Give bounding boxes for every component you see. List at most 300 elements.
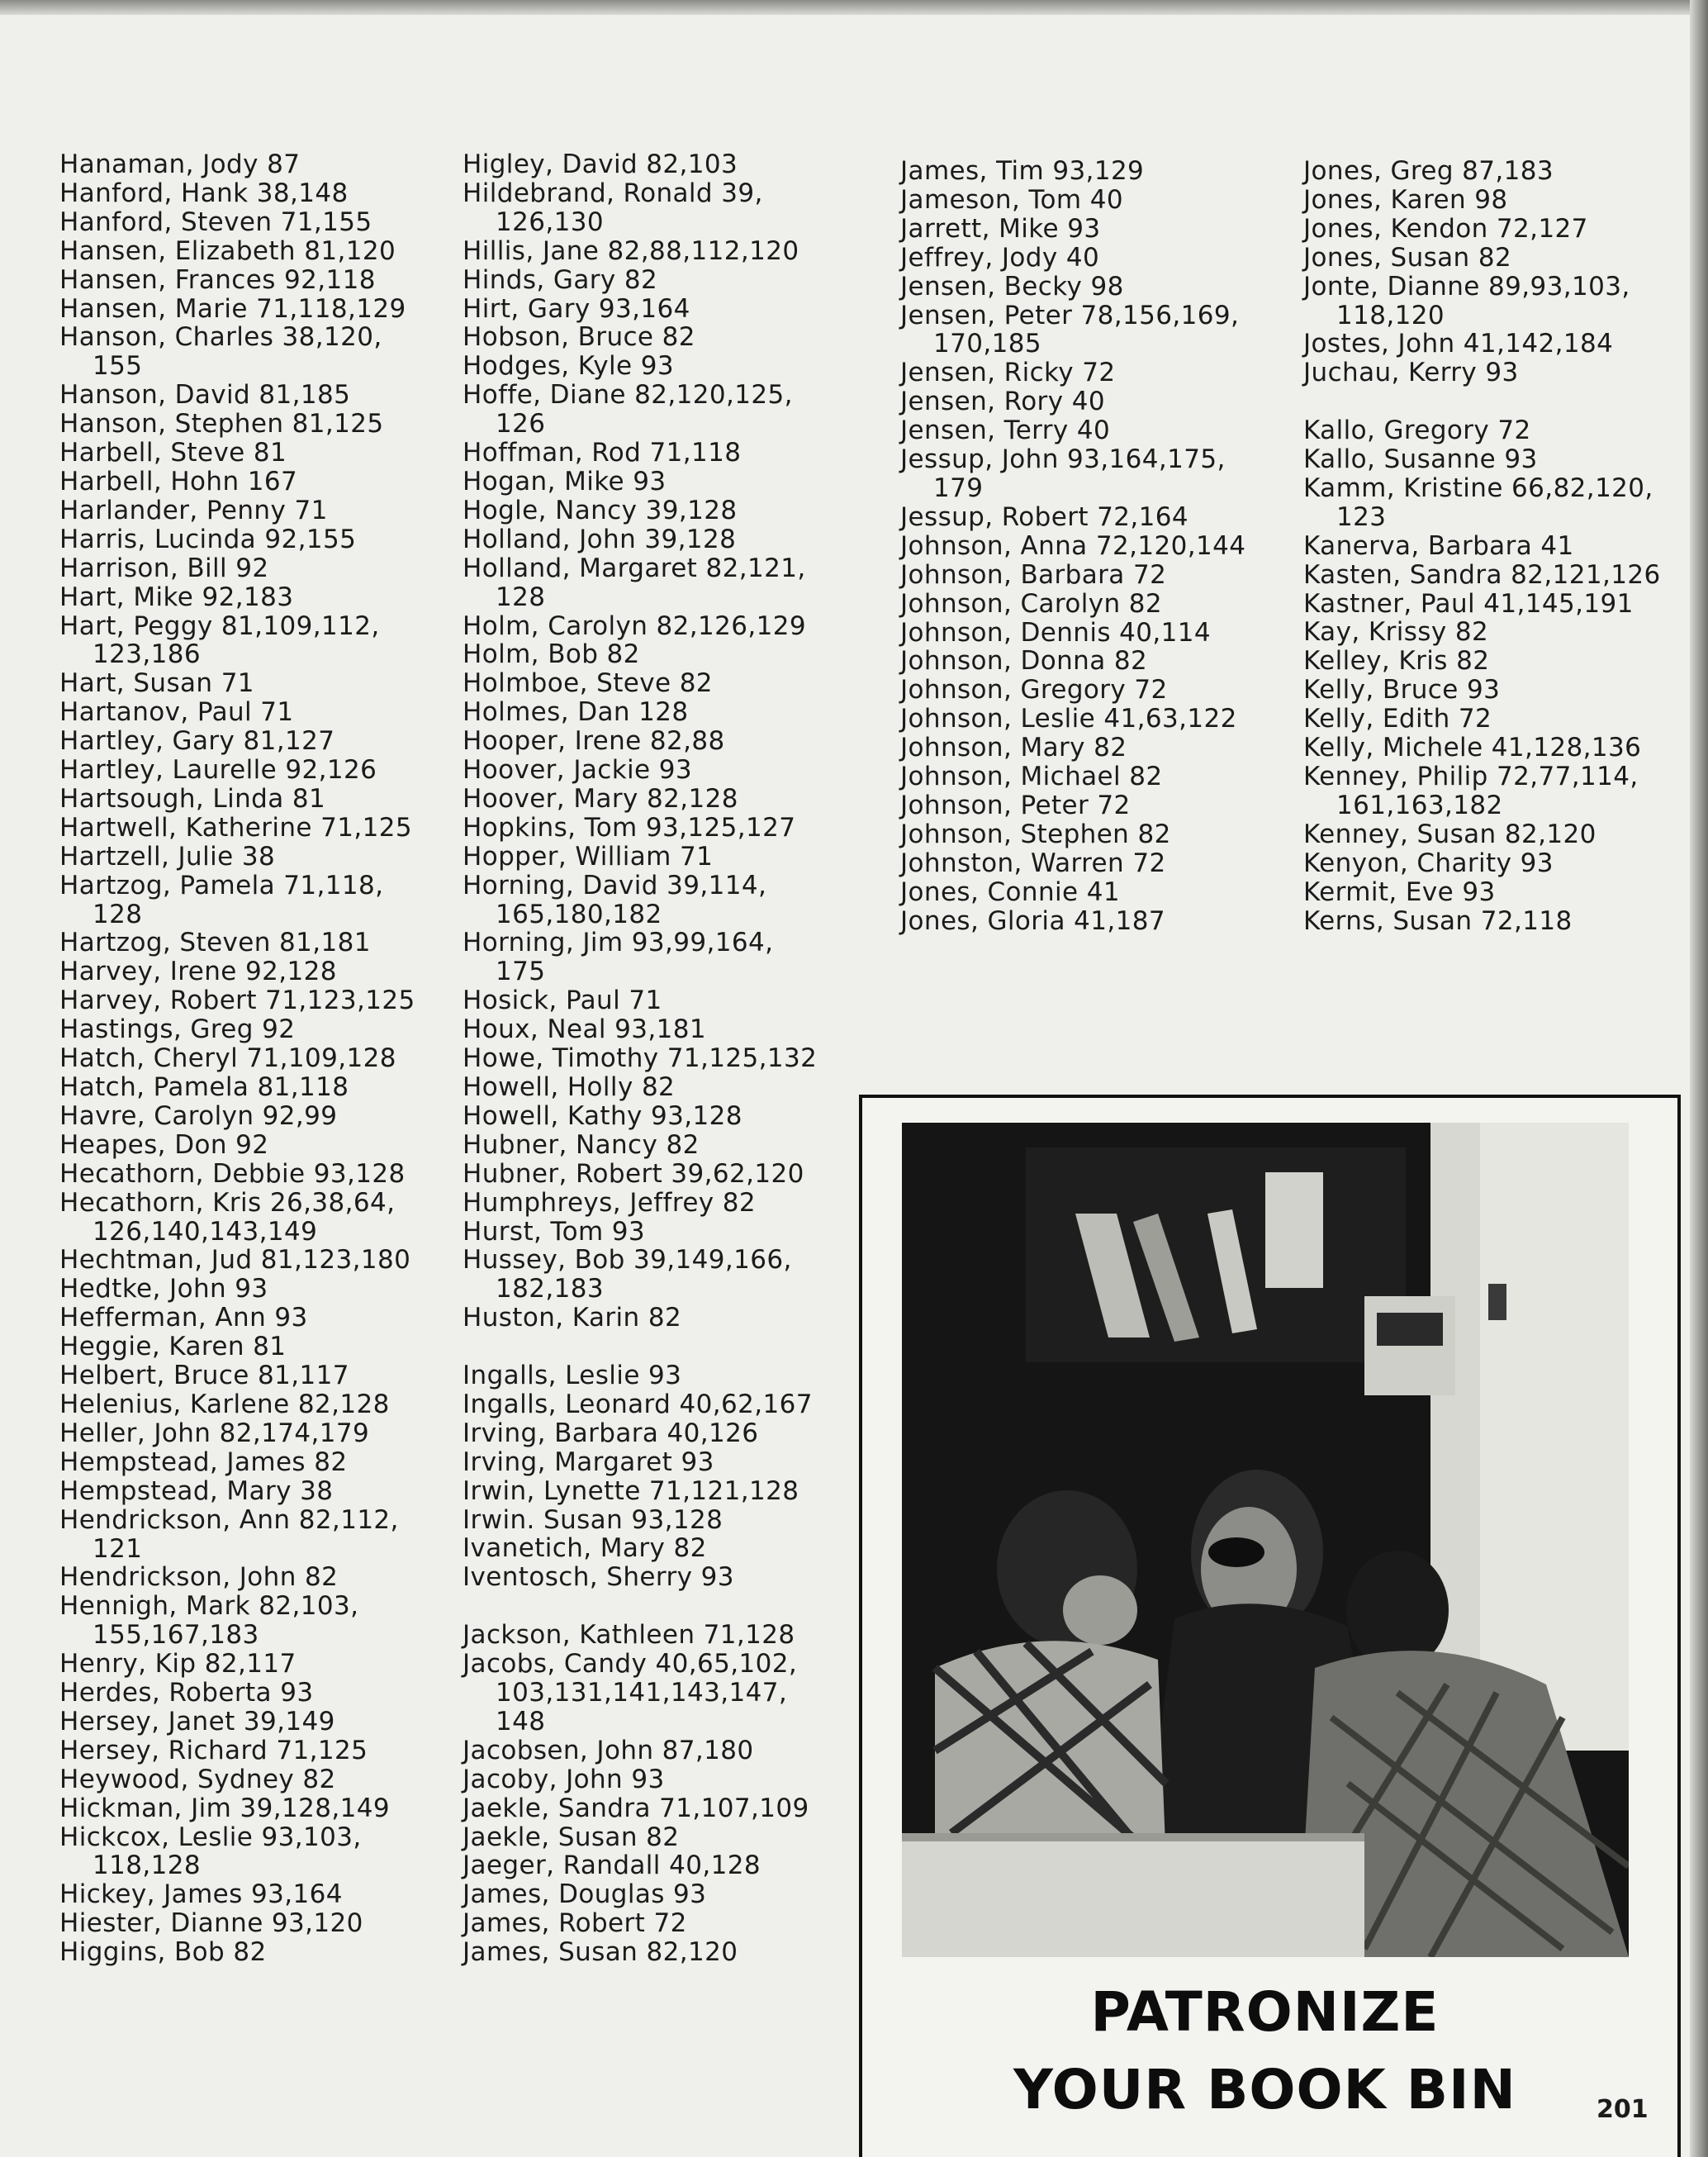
index-entry-text: Heapes, Don 92 (59, 1129, 269, 1160)
index-entry (463, 323, 817, 352)
index-entry (463, 554, 817, 612)
index-entry (1303, 186, 1661, 215)
index-entry (59, 1708, 415, 1737)
index-entry (59, 1477, 415, 1506)
index-entry-text: James, Tim 93,129 (900, 156, 1145, 186)
index-entry-text: Juchau, Kerry 93 (1303, 358, 1519, 388)
index-entry (59, 1765, 415, 1794)
index-entry (463, 1938, 817, 1967)
index-entry-text: James, Susan 82,120 (463, 1937, 738, 1968)
index-entry (1303, 474, 1661, 532)
index-entry-text: Holmboe, Steve 82 (463, 668, 713, 699)
index-entry (900, 734, 1245, 763)
index-entry (59, 986, 415, 1015)
index-column-1 (59, 150, 415, 1967)
index-entry (463, 179, 817, 237)
index-entry-text: Hobson, Bruce 82 (463, 322, 695, 353)
index-entry-text: Hubner, Robert 39,62,120 (463, 1158, 804, 1189)
index-entry-text: Hosick, Paul 71 (463, 986, 662, 1016)
index-entry (463, 381, 817, 439)
index-entry (59, 1189, 415, 1247)
index-entry-text: Hodges, Kyle 93 (463, 351, 674, 382)
index-entry (1303, 532, 1661, 561)
index-entry-text: Jensen, Rory 40 (900, 387, 1105, 417)
index-entry (59, 468, 415, 496)
index-entry-text: Kallo, Gregory 72 (1303, 416, 1531, 446)
index-entry-text: Jacoby, John 93 (463, 1764, 665, 1794)
index-entry (1303, 763, 1661, 820)
index-entry-text: Higgins, Bob 82 (59, 1937, 267, 1968)
index-entry (1303, 676, 1661, 705)
index-entry-text: Jensen, Peter 78,156,169, (900, 300, 1240, 330)
index-entry (900, 416, 1245, 445)
index-entry-text: Hempstead, James 82 (59, 1447, 348, 1477)
index-entry-text: Irwin. Susan 93,128 (463, 1504, 724, 1535)
index-entry-text: Kelley, Kris 82 (1303, 646, 1490, 677)
index-entry (900, 157, 1245, 186)
index-entry (1303, 157, 1661, 186)
index-entry (463, 1246, 817, 1304)
index-entry-text: Jensen, Becky 98 (900, 271, 1124, 302)
index-entry-text: Heywood, Sydney 82 (59, 1764, 336, 1794)
index-entry-text: Hopkins, Tom 93,125,127 (463, 812, 796, 843)
index-entry-text: Hersey, Janet 39,149 (59, 1706, 335, 1737)
index-entry-text: Jaeger, Randall 40,128 (463, 1851, 761, 1881)
index-entry-text: Irving, Margaret 93 (463, 1447, 714, 1477)
index-entry-text: Ingalls, Leslie 93 (463, 1361, 682, 1391)
index-entry-text: Kasten, Sandra 82,121,126 (1303, 559, 1661, 590)
index-entry (59, 1794, 415, 1823)
index-entry-text: Holm, Bob 82 (463, 639, 640, 670)
index-entry (900, 878, 1245, 907)
index-column-4 (1303, 157, 1661, 935)
index-entry (1303, 647, 1661, 676)
index-entry (463, 785, 817, 814)
index-entry-text: Hatch, Cheryl 71,109,128 (59, 1043, 396, 1074)
index-entry-text: Hanson, Charles 38,120, (59, 322, 382, 353)
index-entry (463, 1131, 817, 1160)
index-entry-text: Howell, Kathy 93,128 (463, 1100, 743, 1131)
index-entry (59, 785, 415, 814)
index-entry (463, 1851, 817, 1880)
index-entry (900, 647, 1245, 676)
index-entry-text: Kallo, Susanne 93 (1303, 444, 1538, 475)
index-entry (463, 1419, 817, 1448)
index-entry (59, 1044, 415, 1073)
index-entry (59, 1880, 415, 1909)
index-entry (59, 323, 415, 381)
index-entry-continuation: 155 (93, 351, 143, 382)
index-entry-text: Hedtke, John 93 (59, 1274, 268, 1304)
index-entry-text: Kerns, Susan 72,118 (1303, 905, 1573, 936)
index-entry (1303, 561, 1661, 590)
index-entry-text: Horning, Jim 93,99,164, (463, 928, 774, 958)
index-entry-text: Helbert, Bruce 81,117 (59, 1361, 349, 1391)
index-entry (1303, 273, 1661, 330)
index-entry-text: Hoover, Mary 82,128 (463, 783, 738, 814)
index-entry (59, 669, 415, 698)
index-entry (900, 273, 1245, 302)
index-entry (463, 1621, 817, 1650)
index-entry (463, 1506, 817, 1535)
index-entry-continuation: 123,186 (93, 639, 201, 670)
index-entry-text: Herdes, Roberta 93 (59, 1678, 314, 1708)
index-entry (463, 496, 817, 525)
index-entry-continuation: 103,131,141,143,147, (496, 1678, 788, 1708)
index-entry (900, 590, 1245, 619)
index-entry-text: Holland, John 39,128 (463, 524, 737, 554)
index-entry (59, 410, 415, 439)
index-entry (59, 1823, 415, 1881)
index-entry-text: Jones, Susan 82 (1303, 242, 1512, 273)
index-entry (59, 1073, 415, 1102)
index-entry-text: Hanford, Hank 38,148 (59, 178, 349, 208)
index-entry (463, 1737, 817, 1765)
index-entry (463, 1765, 817, 1794)
index-entry-text: Kastner, Paul 41,145,191 (1303, 588, 1634, 619)
index-entry-text: Hastings, Greg 92 (59, 1014, 296, 1045)
index-entry-text: Harvey, Robert 71,123,125 (59, 986, 415, 1016)
index-entry-text: Hart, Susan 71 (59, 668, 254, 699)
index-entry-text: Hansen, Marie 71,118,129 (59, 293, 406, 324)
index-entry-text: Hanson, David 81,185 (59, 380, 351, 411)
index-entry (463, 1794, 817, 1823)
index-entry (900, 244, 1245, 273)
index-entry-text: Hanford, Steven 71,155 (59, 207, 372, 237)
index-entry (463, 1160, 817, 1189)
index-entry (59, 1448, 415, 1477)
index-entry-text: Hirt, Gary 93,164 (463, 293, 690, 324)
index-entry (1303, 734, 1661, 763)
index-entry-text: Howe, Timothy 71,125,132 (463, 1043, 818, 1074)
index-entry-continuation: 155,167,183 (93, 1620, 259, 1651)
index-entry-text: Kanerva, Barbara 41 (1303, 530, 1574, 561)
index-entry-text: Higley, David 82,103 (463, 150, 738, 179)
index-entry-text: Johnson, Dennis 40,114 (900, 617, 1212, 648)
index-entry (1303, 590, 1661, 619)
index-entry (463, 698, 817, 727)
index-letter-gap (463, 1333, 817, 1361)
index-entry (463, 1448, 817, 1477)
index-entry-text: Kenney, Philip 72,77,114, (1303, 762, 1639, 792)
index-entry-text: Hansen, Elizabeth 81,120 (59, 235, 396, 266)
index-entry (463, 1563, 817, 1592)
index-entry-text: Jones, Gloria 41,187 (900, 905, 1165, 936)
index-entry-text: Johnson, Anna 72,120,144 (900, 530, 1246, 561)
index-entry (59, 872, 415, 929)
index-entry (900, 503, 1245, 532)
index-entry-text: Jonte, Dianne 89,93,103, (1303, 271, 1630, 302)
index-entry (900, 302, 1245, 359)
index-entry-text: Jessup, Robert 72,164 (900, 501, 1189, 532)
index-entry (463, 843, 817, 872)
index-entry-text: Hoffe, Diane 82,120,125, (463, 380, 793, 411)
index-entry (59, 1909, 415, 1938)
index-entry-text: Hempstead, Mary 38 (59, 1475, 334, 1506)
index-entry-text: Johnson, Peter 72 (900, 790, 1131, 820)
index-entry (1303, 878, 1661, 907)
index-entry (59, 843, 415, 872)
index-entry-text: Hickcox, Leslie 93,103, (59, 1822, 362, 1852)
index-entry (463, 1650, 817, 1737)
index-entry-text: Harvey, Irene 92,128 (59, 957, 337, 987)
index-entry (59, 1506, 415, 1564)
index-entry-text: Jostes, John 41,142,184 (1303, 329, 1614, 359)
index-entry-text: Hartanov, Paul 71 (59, 697, 294, 728)
index-entry-text: Johnson, Barbara 72 (900, 559, 1167, 590)
index-entry-text: James, Douglas 93 (463, 1879, 707, 1910)
index-entry-text: Holm, Carolyn 82,126,129 (463, 611, 807, 641)
index-entry (463, 1477, 817, 1506)
index-entry-text: Hogle, Nancy 39,128 (463, 495, 738, 525)
index-entry-text: Harrison, Bill 92 (59, 553, 269, 583)
index-entry (59, 525, 415, 554)
index-entry (59, 1361, 415, 1390)
index-entry (1303, 416, 1661, 445)
index-entry (59, 583, 415, 612)
index-entry (1303, 359, 1661, 387)
index-entry-text: Hickman, Jim 39,128,149 (59, 1793, 390, 1823)
index-entry-text: Jeffrey, Jody 40 (900, 242, 1100, 273)
index-entry-text: Johnson, Mary 82 (900, 733, 1127, 763)
index-entry-text: Jensen, Terry 40 (900, 416, 1111, 446)
index-entry-continuation: 118,120 (1336, 300, 1445, 330)
index-entry-text: Hechtman, Jud 81,123,180 (59, 1245, 411, 1276)
index-entry-continuation: 128 (496, 582, 546, 612)
index-entry (900, 907, 1245, 936)
index-entry (463, 1909, 817, 1938)
index-entry-text: Hussey, Bob 39,149,166, (463, 1245, 792, 1276)
index-entry (900, 445, 1245, 503)
index-entry (463, 468, 817, 496)
index-entry-text: Irving, Barbara 40,126 (463, 1418, 759, 1448)
index-entry-text: Jones, Connie 41 (900, 877, 1120, 907)
index-entry-text: Hartzog, Pamela 71,118, (59, 870, 384, 900)
index-entry (1303, 705, 1661, 734)
index-entry-text: Hendrickson, John 82 (59, 1562, 339, 1593)
index-entry (59, 814, 415, 843)
index-entry (463, 150, 817, 179)
index-entry-text: Jarrett, Mike 93 (900, 213, 1101, 244)
index-entry (463, 266, 817, 295)
index-entry-text: Johnson, Gregory 72 (900, 675, 1168, 706)
index-entry (463, 1044, 817, 1073)
index-entry (59, 1275, 415, 1304)
index-entry-text: Kenyon, Charity 93 (1303, 848, 1554, 878)
index-entry-text: Howell, Holly 82 (463, 1072, 676, 1102)
index-entry (59, 929, 415, 957)
index-entry-text: Hanson, Stephen 81,125 (59, 409, 384, 439)
index-entry (59, 208, 415, 237)
index-entry (463, 872, 817, 929)
index-entry (1303, 820, 1661, 849)
index-entry (463, 669, 817, 698)
index-entry-text: Hefferman, Ann 93 (59, 1303, 308, 1333)
index-entry-text: Harbell, Hohn 167 (59, 466, 298, 496)
index-entry (59, 1160, 415, 1189)
index-entry-text: Johnson, Leslie 41,63,122 (900, 704, 1237, 734)
index-entry (1303, 445, 1661, 474)
index-entry-text: Hersey, Richard 71,125 (59, 1735, 368, 1765)
index-entry (463, 612, 817, 641)
index-entry-text: Hanaman, Jody 87 (59, 150, 301, 179)
index-entry-text: Helenius, Karlene 82,128 (59, 1389, 390, 1419)
index-entry (59, 1390, 415, 1419)
index-entry (463, 1534, 817, 1563)
index-entry-text: Kelly, Edith 72 (1303, 704, 1492, 734)
index-entry-text: Jaekle, Sandra 71,107,109 (463, 1793, 809, 1823)
scan-edge-right (1690, 0, 1708, 2157)
index-entry (1303, 907, 1661, 936)
index-entry-text: Jackson, Kathleen 71,128 (463, 1620, 795, 1651)
index-entry (59, 612, 415, 670)
index-entry (59, 1737, 415, 1765)
index-entry-text: Ingalls, Leonard 40,62,167 (463, 1389, 813, 1419)
index-entry (463, 986, 817, 1015)
index-entry-continuation: 128 (93, 899, 143, 929)
index-entry (900, 387, 1245, 416)
index-entry (463, 1218, 817, 1247)
index-entry (463, 1189, 817, 1218)
index-entry (463, 439, 817, 468)
index-entry-text: Hogan, Mike 93 (463, 466, 667, 496)
index-entry-text: Hartley, Laurelle 92,126 (59, 755, 377, 786)
ad-headline (862, 1974, 1668, 2129)
index-entry-text: Harbell, Steve 81 (59, 438, 287, 468)
index-entry (59, 1419, 415, 1448)
index-entry-continuation: 123 (1336, 501, 1387, 532)
index-entry-text: Jacobs, Candy 40,65,102, (463, 1649, 798, 1680)
index-entry-text: Harris, Lucinda 92,155 (59, 524, 357, 554)
index-entry-text: Hoffman, Rod 71,118 (463, 438, 742, 468)
index-entry (900, 676, 1245, 705)
index-entry (463, 1304, 817, 1333)
index-entry-text: Johnson, Michael 82 (900, 762, 1163, 792)
index-entry (1303, 330, 1661, 359)
index-entry-text: Jones, Kendon 72,127 (1303, 213, 1588, 244)
index-entry-text: Huston, Karin 82 (463, 1303, 682, 1333)
index-entry-text: Jacobsen, John 87,180 (463, 1735, 754, 1765)
index-entry (900, 532, 1245, 561)
index-entry-text: Henry, Kip 82,117 (59, 1649, 297, 1680)
index-entry (900, 215, 1245, 244)
index-entry (900, 763, 1245, 791)
index-entry-continuation: 175 (496, 957, 546, 987)
index-entry-text: Hartsough, Linda 81 (59, 783, 326, 814)
index-entry-text: Hennigh, Mark 82,103, (59, 1591, 359, 1622)
index-entry-text: Hartwell, Katherine 71,125 (59, 812, 413, 843)
index-entry (1303, 849, 1661, 878)
index-entry (463, 1880, 817, 1909)
index-entry-text: Jessup, John 93,164,175, (900, 444, 1226, 475)
bookstore-photo (902, 1123, 1629, 1957)
index-entry (59, 1015, 415, 1044)
index-entry-text: Hatch, Pamela 81,118 (59, 1072, 349, 1102)
index-entry-text: Hopper, William 71 (463, 841, 714, 872)
index-entry (59, 1938, 415, 1967)
index-entry (463, 237, 817, 266)
index-entry (59, 1131, 415, 1160)
index-column-3 (900, 157, 1245, 935)
index-entry-text: Hendrickson, Ann 82,112, (59, 1504, 399, 1535)
index-entry (59, 150, 415, 179)
index-entry-text: Holmes, Dan 128 (463, 697, 689, 728)
index-entry-text: Hartley, Gary 81,127 (59, 726, 335, 757)
index-entry-text: Johnson, Donna 82 (900, 646, 1148, 677)
index-entry-text: Humphreys, Jeffrey 82 (463, 1187, 757, 1218)
index-entry-text: Houx, Neal 93,181 (463, 1014, 706, 1045)
index-entry (463, 929, 817, 986)
index-entry (59, 554, 415, 583)
index-entry (59, 266, 415, 295)
index-entry-text: Kay, Krissy 82 (1303, 617, 1489, 648)
index-entry-text: James, Robert 72 (463, 1908, 687, 1939)
index-entry (900, 186, 1245, 215)
index-entry (59, 439, 415, 468)
index-entry-text: Kenney, Susan 82,120 (1303, 819, 1597, 849)
index-entry-text: Hillis, Jane 82,88,112,120 (463, 235, 799, 266)
index-entry-continuation: 165,180,182 (496, 899, 662, 929)
index-entry (59, 1650, 415, 1679)
index-entry (463, 1102, 817, 1131)
index-entry (59, 179, 415, 208)
index-entry-text: Holland, Margaret 82,121, (463, 553, 806, 583)
index-entry (900, 619, 1245, 648)
index-entry (1303, 618, 1661, 647)
index-entry-text: Hecathorn, Debbie 93,128 (59, 1158, 406, 1189)
index-entry-continuation: 121 (93, 1533, 143, 1564)
index-entry-text: Iventosch, Sherry 93 (463, 1562, 734, 1593)
index-entry-text: Hart, Peggy 81,109,112, (59, 611, 380, 641)
index-entry (59, 698, 415, 727)
index-entry (463, 295, 817, 324)
index-entry-continuation: 161,163,182 (1336, 790, 1503, 820)
index-entry (1303, 215, 1661, 244)
index-entry-text: Horning, David 39,114, (463, 870, 767, 900)
index-entry (59, 957, 415, 986)
index-entry (463, 1073, 817, 1102)
index-entry (463, 756, 817, 785)
index-entry (463, 1390, 817, 1419)
index-entry-text: Havre, Carolyn 92,99 (59, 1100, 338, 1131)
index-entry-text: Johnston, Warren 72 (900, 848, 1166, 878)
index-entry (59, 756, 415, 785)
index-entry-text: Hubner, Nancy 82 (463, 1129, 700, 1160)
index-entry-text: Jones, Karen 98 (1303, 184, 1508, 215)
index-entry-text: Johnson, Stephen 82 (900, 819, 1171, 849)
scan-edge-top (0, 0, 1708, 15)
index-entry (59, 1102, 415, 1131)
index-entry-text: Hecathorn, Kris 26,38,64, (59, 1187, 396, 1218)
index-entry-text: Hinds, Gary 82 (463, 264, 658, 295)
index-entry-continuation: 126,140,143,149 (93, 1216, 318, 1247)
index-entry (463, 1015, 817, 1044)
index-entry-text: Kelly, Bruce 93 (1303, 675, 1501, 706)
index-entry-text: Jensen, Ricky 72 (900, 358, 1116, 388)
index-entry (900, 705, 1245, 734)
index-entry-continuation: 118,128 (93, 1851, 201, 1881)
index-entry-text: Kelly, Michele 41,128,136 (1303, 733, 1642, 763)
page-number: 201 (1597, 2095, 1649, 2124)
index-entry-text: Harlander, Penny 71 (59, 495, 328, 525)
index-entry (59, 1333, 415, 1361)
index-entry-text: Hildebrand, Ronald 39, (463, 178, 763, 208)
index-letter-gap (463, 1592, 817, 1621)
index-entry (1303, 244, 1661, 273)
index-entry-text: Hartzog, Steven 81,181 (59, 928, 371, 958)
bookstore-photo-illustration (902, 1123, 1629, 1957)
index-entry (59, 295, 415, 324)
